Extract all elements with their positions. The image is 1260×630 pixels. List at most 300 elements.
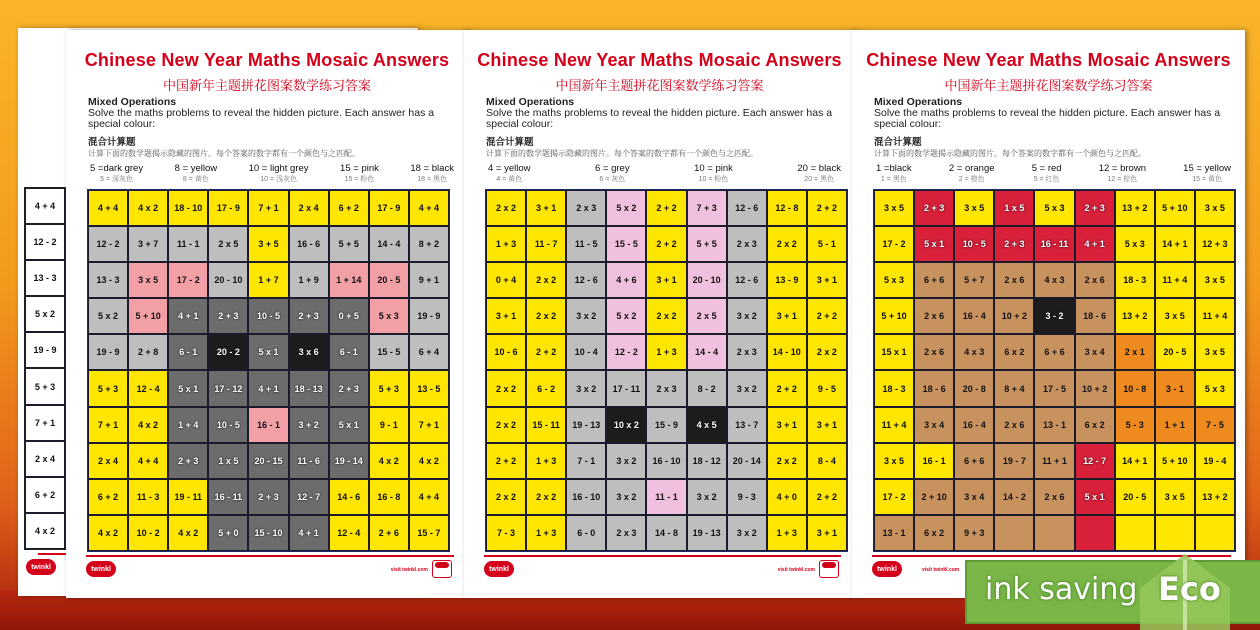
grid-cell: 13 - 3 [88,262,128,298]
worksheet-page [66,30,468,598]
grid-cell: 3 x 2 [566,370,606,406]
grid-cell: 12 - 2 [606,334,646,370]
grid-cell: 2 x 5 [208,226,248,262]
grid-cell: 17 - 2 [168,262,208,298]
grid-cell: 3 x 4 [914,407,954,443]
twinkl-logo: twinkl [484,561,514,577]
grid-cell: 2 + 3 [289,298,329,334]
grid-cell: 7 + 3 [687,190,727,226]
grid-cell: 13 - 1 [874,515,914,551]
grid-cell: 11 - 1 [646,479,686,515]
grid-cell: 2 + 8 [128,334,168,370]
grid-cell: 2 x 2 [646,298,686,334]
grid-cell: 2 x 4 [289,190,329,226]
grid-cell: 19 - 13 [566,407,606,443]
grid-cell: 4 x 5 [687,407,727,443]
footer-divider [86,555,454,557]
grid-cell: 6 + 4 [409,334,449,370]
legend-item [1032,163,1062,184]
grid-cell: 2 + 2 [767,370,807,406]
grid-cell: 2 x 1 [1115,334,1155,370]
visit-link[interactable]: visit twinkl.com [777,567,815,573]
grid-cell: 10 - 8 [1115,370,1155,406]
page-title-cn: 中国新年主题拼花图案数学练习答案 [162,78,371,93]
grid-cell: 6 - 1 [168,334,208,370]
grid-cell: 4 x 3 [954,334,994,370]
grid-cell: 11 - 3 [128,479,168,515]
grid-cell: 3 + 1 [767,407,807,443]
grid-cell: 5 + 0 [208,515,248,551]
grid-cell: 5 + 10 [874,298,914,334]
grid-cell: 8 - 4 [807,443,847,479]
grid-cell: 2 x 6 [1075,262,1115,298]
legend-label: 10 = light grey [248,163,309,174]
grid-cell: 18 - 12 [687,443,727,479]
grid-cell: 5 x 3 [1034,190,1074,226]
grid-cell: 10 - 5 [248,298,288,334]
grid-cell: 19 - 13 [687,515,727,551]
grid-cell: 2 x 2 [526,479,566,515]
page-title: Chinese New Year Maths Mosaic Answers [84,50,450,70]
grid-cell: 15 x 1 [874,334,914,370]
grid-cell: 4 x 2 [128,407,168,443]
grid-cell: 12 - 2 [25,224,65,260]
grid-cell: 1 + 14 [329,262,369,298]
grid-cell: 17 - 5 [1034,370,1074,406]
grid-cell: 18 - 6 [1075,298,1115,334]
grid-cell: 11 - 6 [289,443,329,479]
grid-cell: 15 - 5 [606,226,646,262]
ink-saving-label: ink saving [985,572,1138,607]
grid-cell: 2 + 10 [914,479,954,515]
grid-cell: 5 x 1 [168,370,208,406]
grid-cell: 3 + 1 [646,262,686,298]
grid-cell: 13 - 1 [1034,407,1074,443]
grid-cell: 3 x 5 [874,443,914,479]
grid-cell: 16 - 1 [248,407,288,443]
grid-cell: 14 - 6 [329,479,369,515]
grid-cell: 2 + 3 [168,443,208,479]
legend-item [340,163,379,184]
visit-link[interactable]: visit twinkl.com [390,567,428,573]
section-title: Mixed Operations [486,96,575,108]
section-description-cn: 计算下面的数学题揭示隐藏的图片。每个答案的数字都有一个颜色与之匹配。 [874,149,1146,158]
grid-cell: 2 x 6 [1034,479,1074,515]
mosaic-grid-column [24,187,66,550]
color-legend [488,163,841,184]
grid-cell: 4 x 2 [25,513,65,549]
grid-cell: 4 + 4 [88,190,128,226]
grid-cell: 5 x 2 [25,296,65,332]
grid-cell: 10 - 6 [486,334,526,370]
legend-label-cn: 18 = 黑色 [417,176,448,183]
grid-cell: 2 x 3 [727,334,767,370]
grid-cell: 10 + 2 [1075,370,1115,406]
grid-cell: 2 x 6 [994,407,1034,443]
visit-link[interactable]: visit twinkl.com [922,567,960,573]
grid-cell: 6 + 6 [954,443,994,479]
legend-label-cn: 15 = 黄色 [1192,176,1222,183]
footer-divider [872,555,1231,557]
footer-divider [484,555,841,557]
page-title: Chinese New Year Maths Mosaic Answers [866,50,1231,70]
grid-cell: 16 - 11 [1034,226,1074,262]
grid-cell: 9 + 1 [409,262,449,298]
grid-cell: 5 + 10 [1155,443,1195,479]
grid-cell: 7 + 1 [25,405,65,441]
legend-label: 15 = yellow [1183,163,1231,174]
grid-cell: 3 x 5 [1195,190,1235,226]
grid-cell: 13 - 7 [727,407,767,443]
grid-cell: 11 - 5 [566,226,606,262]
grid-cell: 3 + 1 [807,262,847,298]
grid-cell: 16 - 6 [289,226,329,262]
twinkl-logo: twinkl [872,561,902,577]
grid-cell: 7 + 1 [248,190,288,226]
grid-cell: 16 - 4 [954,407,994,443]
grid-cell: 2 x 2 [767,443,807,479]
section-title: Mixed Operations [88,96,177,108]
grid-cell: 2 + 3 [329,370,369,406]
grid-cell: 11 - 1 [168,226,208,262]
grid-cell: 6 - 0 [566,515,606,551]
grid-cell: 12 - 4 [329,515,369,551]
grid-cell: 6 - 2 [526,370,566,406]
grid-cell: 2 x 4 [88,443,128,479]
quality-badge-icon [432,560,452,578]
grid-cell: 9 + 3 [954,515,994,551]
grid-cell: 5 x 2 [606,190,646,226]
grid-cell: 2 x 2 [526,262,566,298]
grid-cell: 4 x 2 [88,515,128,551]
grid-cell: 1 + 7 [248,262,288,298]
legend-label: 6 = grey [595,163,630,174]
grid-cell: 3 x 5 [1195,334,1235,370]
grid-cell: 16 - 8 [369,479,409,515]
grid-cell: 17 - 12 [208,370,248,406]
legend-item [595,163,630,184]
section-description: Solve the maths problems to reveal the hidden picture. Each answer has a special colour: [88,107,435,130]
section-title: Mixed Operations [874,96,963,108]
mosaic-grid [873,189,1236,552]
grid-cell: 10 - 2 [128,515,168,551]
grid-cell: 18 - 3 [874,370,914,406]
grid-cell: 6 x 2 [914,515,954,551]
grid-cell: 3 + 1 [486,298,526,334]
grid-cell: 7 - 1 [566,443,606,479]
grid-cell: 12 - 2 [88,226,128,262]
grid-cell: 18 - 6 [914,370,954,406]
section-title-cn: 混合计算题 [88,137,136,148]
grid-cell: 1 + 3 [646,334,686,370]
grid-cell: 7 + 1 [409,407,449,443]
grid-cell: 2 x 2 [767,226,807,262]
grid-cell: 12 - 7 [289,479,329,515]
grid-cell: 2 x 2 [486,370,526,406]
grid-cell: 15 - 5 [369,334,409,370]
section-description: Solve the maths problems to reveal the hidden picture. Each answer has a special colour: [486,107,833,130]
grid-cell: 12 - 6 [727,262,767,298]
grid-cell: 5 x 1 [914,226,954,262]
grid-cell: 4 + 1 [289,515,329,551]
grid-cell: 3 x 2 [727,298,767,334]
grid-cell: 3 x 4 [954,479,994,515]
grid-cell: 11 + 4 [1155,262,1195,298]
grid-cell: 4 + 4 [409,190,449,226]
grid-cell: 3 + 5 [248,226,288,262]
legend-item [488,163,531,184]
grid-cell: 1 + 3 [526,515,566,551]
grid-cell: 2 + 2 [807,298,847,334]
grid-cell: 2 x 6 [994,262,1034,298]
legend-label-cn: 10 = 粉色 [698,176,729,183]
grid-cell: 2 x 4 [25,441,65,477]
legend-label-cn: 20 = 黑色 [804,176,835,183]
grid-cell: 5 - 1 [807,226,847,262]
grid-cell: 3 x 2 [727,370,767,406]
grid-cell: 13 + 2 [1115,298,1155,334]
grid-cell: 1 + 1 [1155,407,1195,443]
legend-label: 1 =black [876,163,912,174]
grid-cell: 14 - 4 [687,334,727,370]
legend-label: 5 = red [1031,163,1062,174]
legend-item [949,163,995,184]
legend-label: 18 = black [410,163,454,174]
grid-cell: 14 + 1 [1115,443,1155,479]
grid-cell: 17 - 9 [369,190,409,226]
grid-cell: 6 + 2 [88,479,128,515]
grid-cell: 5 + 3 [88,370,128,406]
grid-cell: 5 x 3 [369,298,409,334]
grid-cell: 2 + 3 [914,190,954,226]
grid-cell: 6 + 6 [914,262,954,298]
grid-cell: 20 - 15 [248,443,288,479]
grid-cell: 3 x 2 [687,479,727,515]
grid-cell: 1 + 3 [767,515,807,551]
legend-label-cn: 2 = 橙色 [958,176,985,183]
legend-label-cn: 1 = 黑色 [880,176,907,183]
grid-cell: 13 - 9 [767,262,807,298]
grid-cell: 4 + 6 [606,262,646,298]
grid-cell: 2 + 3 [248,479,288,515]
grid-cell: 4 + 1 [248,370,288,406]
grid-cell: 5 x 3 [1195,370,1235,406]
grid-cell: 13 - 5 [409,370,449,406]
grid-cell: 8 - 2 [687,370,727,406]
grid-cell: 15 - 9 [646,407,686,443]
grid-cell: 10 + 2 [994,298,1034,334]
grid-cell: 2 + 3 [994,226,1034,262]
grid-cell: 5 + 5 [687,226,727,262]
page-title: Chinese New Year Maths Mosaic Answers [477,50,842,70]
section-description: Solve the maths problems to reveal the hidden picture. Each answer has a special colour: [874,107,1221,130]
grid-cell: 4 x 2 [128,190,168,226]
grid-cell: 3 x 5 [1155,479,1195,515]
grid-cell: 12 + 3 [1195,226,1235,262]
grid-cell: 20 - 2 [208,334,248,370]
grid-cell: 6 + 2 [329,190,369,226]
grid-cell: 10 - 5 [208,407,248,443]
grid-cell: 9 - 5 [807,370,847,406]
grid-cell: 5 x 3 [1115,226,1155,262]
grid-cell: 0 + 4 [486,262,526,298]
grid-cell: 3 x 5 [874,190,914,226]
legend-item [249,163,309,184]
legend-item [175,163,218,184]
mosaic-grid [87,189,450,552]
grid-cell: 6 + 2 [25,477,65,513]
grid-cell: 4 x 2 [168,515,208,551]
grid-cell: 5 + 5 [329,226,369,262]
grid-cell: 8 + 4 [994,370,1034,406]
grid-cell: 1 + 9 [289,262,329,298]
grid-cell: 20 - 5 [1155,334,1195,370]
grid-cell: 11 + 4 [874,407,914,443]
grid-cell: 17 - 2 [874,226,914,262]
grid-cell: 2 + 2 [486,443,526,479]
grid-cell: 15 - 11 [526,407,566,443]
grid-cell: 0 + 5 [329,298,369,334]
grid-cell: 12 - 6 [566,262,606,298]
grid-cell: 5 x 1 [329,407,369,443]
grid-cell: 6 + 6 [1034,334,1074,370]
legend-item [797,163,841,184]
grid-cell: 2 + 3 [1075,190,1115,226]
section-description-cn: 计算下面的数学题揭示隐藏的图片。每个答案的数字都有一个颜色与之匹配。 [486,149,758,158]
legend-item [90,163,143,184]
grid-cell: 2 + 2 [646,190,686,226]
grid-cell: 16 - 10 [646,443,686,479]
grid-cell: 20 - 14 [727,443,767,479]
legend-label: 8 = yellow [174,163,218,174]
grid-cell: 5 - 3 [1115,407,1155,443]
legend-label-cn: 6 = 灰色 [599,176,626,183]
grid-cell: 1 x 5 [994,190,1034,226]
grid-cell: 1 + 3 [526,443,566,479]
grid-cell: 1 + 3 [486,226,526,262]
grid-cell: 20 - 8 [954,370,994,406]
grid-cell: 3 + 1 [526,190,566,226]
grid-cell: 19 - 7 [994,443,1034,479]
grid-cell: 19 - 9 [25,332,65,368]
grid-cell [1034,515,1074,551]
grid-cell: 17 - 9 [208,190,248,226]
grid-cell: 3 x 2 [727,515,767,551]
grid-cell: 17 - 2 [874,479,914,515]
grid-cell: 12 - 4 [128,370,168,406]
grid-cell: 3 x 5 [954,190,994,226]
grid-cell: 11 - 7 [526,226,566,262]
grid-cell: 13 + 2 [1195,479,1235,515]
grid-cell [994,515,1034,551]
twinkl-logo: twinkl [26,559,56,575]
grid-cell: 12 - 6 [727,190,767,226]
grid-cell: 3 x 2 [606,443,646,479]
grid-cell [1195,515,1235,551]
grid-cell: 12 - 7 [1075,443,1115,479]
grid-cell: 5 x 3 [874,262,914,298]
grid-cell: 7 - 5 [1195,407,1235,443]
grid-cell: 4 + 4 [409,479,449,515]
grid-cell: 9 - 3 [727,479,767,515]
grid-cell: 10 - 5 [954,226,994,262]
grid-cell [1075,515,1115,551]
grid-cell: 4 + 1 [1075,226,1115,262]
grid-cell: 2 x 2 [807,334,847,370]
grid-cell: 4 x 2 [369,443,409,479]
grid-cell: 2 + 2 [807,190,847,226]
legend-label-cn: 4 = 黄色 [496,176,523,183]
grid-cell: 19 - 11 [168,479,208,515]
eco-badge-label: Eco [1158,570,1221,608]
grid-cell: 3 x 4 [1075,334,1115,370]
grid-cell: 19 - 4 [1195,443,1235,479]
worksheet-page [464,30,855,598]
grid-cell: 5 x 2 [606,298,646,334]
legend-label-cn: 8 = 黄色 [182,176,209,183]
grid-cell: 3 + 1 [767,298,807,334]
grid-cell: 5 x 2 [88,298,128,334]
grid-cell: 3 - 1 [1155,370,1195,406]
grid-cell: 14 - 2 [994,479,1034,515]
grid-cell: 9 - 1 [369,407,409,443]
legend-label-cn: 12 = 棕色 [1107,176,1138,183]
section-title-cn: 混合计算题 [874,137,922,148]
grid-cell: 2 + 2 [646,226,686,262]
grid-cell: 4 + 4 [128,443,168,479]
grid-cell: 5 + 3 [369,370,409,406]
grid-cell: 3 x 5 [1195,262,1235,298]
legend-item [694,163,733,184]
grid-cell: 16 - 1 [914,443,954,479]
grid-cell: 3 x 5 [1155,298,1195,334]
grid-cell: 19 - 9 [409,298,449,334]
grid-cell: 1 + 4 [168,407,208,443]
legend-label: 12 = brown [1098,163,1146,174]
grid-cell: 3 + 7 [128,226,168,262]
twinkl-logo: twinkl [86,561,116,577]
mosaic-grid [485,189,848,552]
grid-cell: 5 + 7 [954,262,994,298]
grid-cell: 2 x 5 [687,298,727,334]
grid-cell: 19 - 9 [88,334,128,370]
grid-cell: 13 - 3 [25,260,65,296]
legend-label-cn: 10 = 浅灰色 [260,176,297,183]
grid-cell: 4 + 1 [168,298,208,334]
grid-cell: 18 - 13 [289,370,329,406]
legend-label: 10 = pink [694,163,733,174]
page-title-cn: 中国新年主题拼花图案数学练习答案 [555,78,764,93]
grid-cell: 4 x 2 [409,443,449,479]
grid-cell [1155,515,1195,551]
grid-cell: 2 x 2 [486,479,526,515]
grid-cell: 2 + 2 [807,479,847,515]
worksheet-page [852,30,1245,598]
grid-cell: 5 + 3 [25,368,65,404]
grid-cell [1115,515,1155,551]
grid-cell: 10 x 2 [606,407,646,443]
grid-cell: 14 - 10 [767,334,807,370]
legend-label: 20 = black [797,163,841,174]
grid-cell: 20 - 5 [369,262,409,298]
legend-item [876,163,912,184]
grid-cell: 18 - 10 [168,190,208,226]
legend-label-cn: 15 = 粉色 [344,176,375,183]
grid-cell: 2 + 6 [369,515,409,551]
grid-cell: 16 - 10 [566,479,606,515]
legend-label: 2 = orange [948,163,995,174]
grid-cell: 20 - 5 [1115,479,1155,515]
